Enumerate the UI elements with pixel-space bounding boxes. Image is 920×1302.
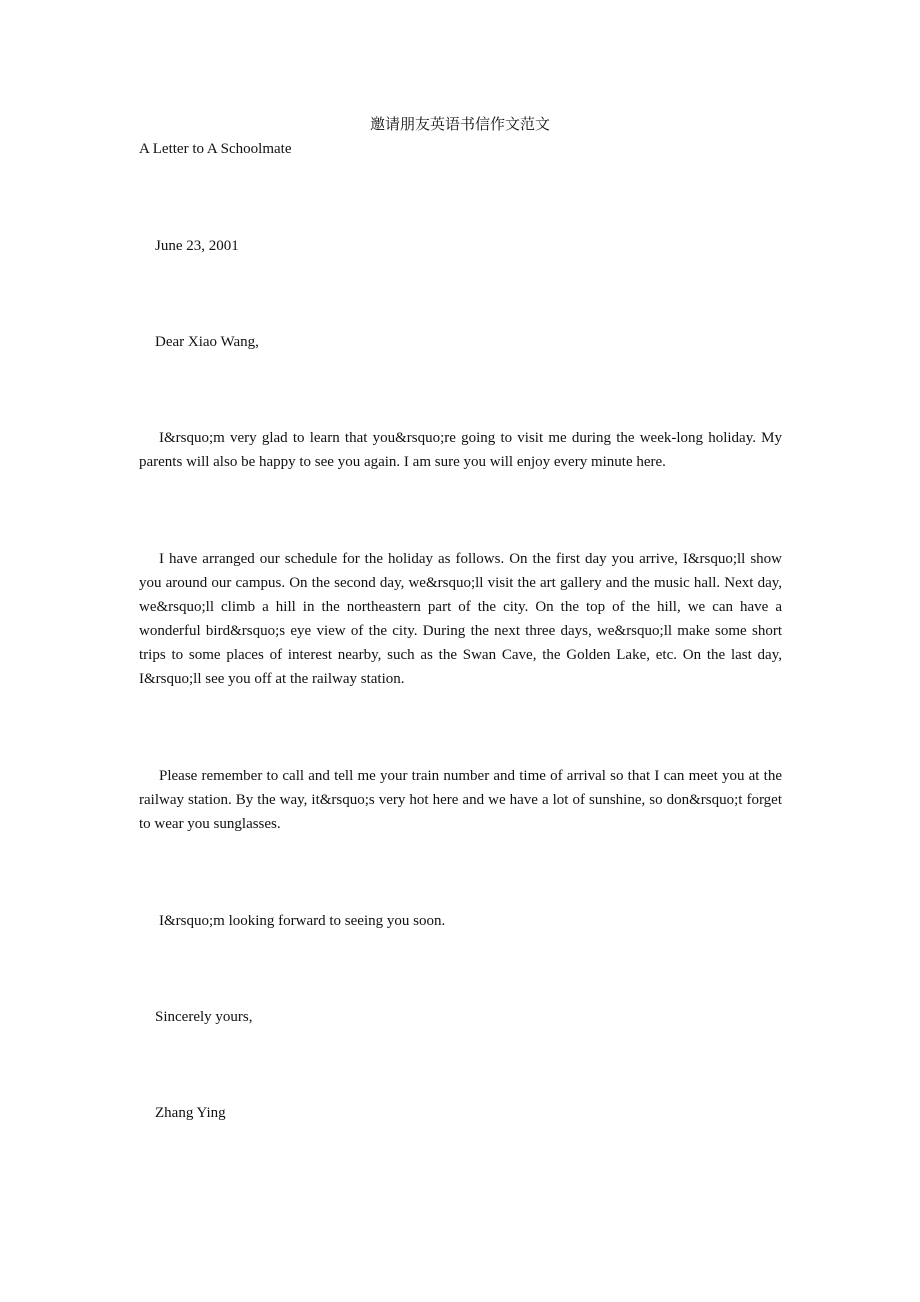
letter-salutation: Dear Xiao Wang, <box>155 334 259 350</box>
letter-signature: Zhang Ying <box>155 1105 226 1121</box>
body-paragraph-2: I have arranged our schedule for the holiday as follows. On the first day you arrive, I&rsquo;ll show you around our campus. On the second day, we&rsquo;ll visit the art gallery and the music hall. Next day, we&rsquo;ll climb a hill in the northeastern part of the city. On the top of the hill, we can have a wonderful bird&rsquo;s eye view of the city. During the next three days, we&rsquo;ll make some short trips to some places of interest nearby, such as the Swan Cave, the Golden Lake, etc. On the last day, I&rsquo;ll see you off at the railway station. <box>139 551 782 687</box>
letter-date: June 23, 2001 <box>155 238 239 254</box>
body-paragraph-3: Please remember to call and tell me your train number and time of arrival so that I can meet you at the railway station. By the way, it&rsquo;s very hot here and we have a lot of sunshine, so don&rsquo;t forget to wear you sunglasses. <box>139 768 782 832</box>
document-title: 邀请朋友英语书信作文范文 <box>369 115 550 133</box>
body-paragraph-1: I&rsquo;m very glad to learn that you&rsquo;re going to visit me during the week-long holiday. My parents will also be happy to see you again. I am sure you will enjoy every minute here. <box>139 430 782 470</box>
letter-closing: Sincerely yours, <box>155 1009 253 1025</box>
letter-heading: A Letter to A Schoolmate <box>139 141 292 157</box>
body-paragraph-4: I&rsquo;m looking forward to seeing you soon. <box>159 913 446 929</box>
